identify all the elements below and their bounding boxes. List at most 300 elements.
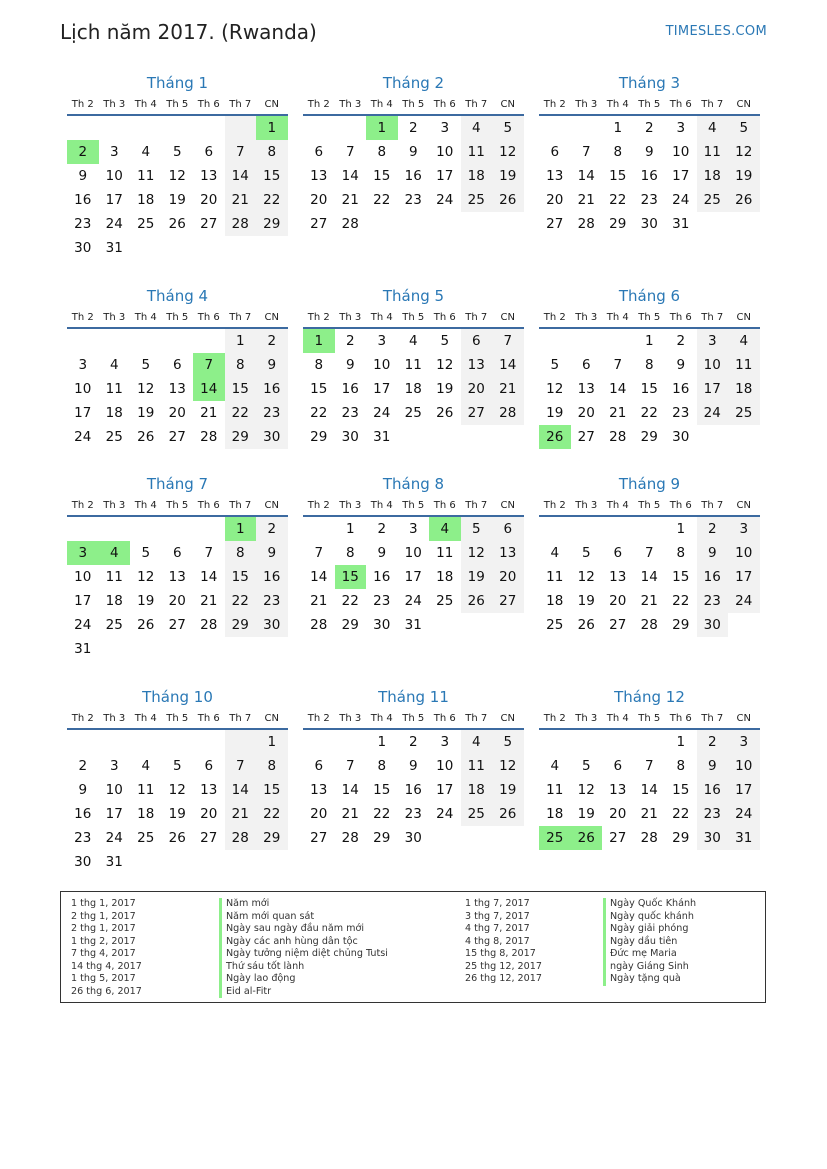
legend-date: 2 thg 1, 2017 <box>71 910 136 922</box>
empty-cell <box>335 730 367 754</box>
weekday-header <box>67 94 288 116</box>
empty-cell <box>697 425 729 449</box>
weekday-label: Th 4 <box>606 713 629 724</box>
day-cell: 1 <box>377 734 387 750</box>
weekday-label: Th 2 <box>543 713 566 724</box>
day-cell: 12 <box>168 168 186 184</box>
day-cell: 15 <box>640 381 658 397</box>
empty-cell <box>571 517 603 541</box>
day-cell: 4 <box>461 730 493 754</box>
day-cell: 4 <box>697 116 729 140</box>
day-cell: 12 <box>492 140 524 164</box>
weekday-label: Th 4 <box>134 713 157 724</box>
day-cell: 17 <box>436 782 454 798</box>
day-cell: 13 <box>492 541 524 565</box>
day-cell: 7 <box>345 144 355 160</box>
day-cell: 24 <box>728 802 760 826</box>
day-grid <box>303 329 524 449</box>
weekday-label: Th 7 <box>465 500 488 511</box>
month-block <box>539 686 760 850</box>
weekday-label: Th 4 <box>370 99 393 110</box>
day-cell: 24 <box>404 593 422 609</box>
day-cell: 22 <box>256 188 288 212</box>
empty-cell <box>225 730 257 754</box>
day-cell: 9 <box>256 541 288 565</box>
day-cell: 5 <box>172 758 182 774</box>
day-cell: 20 <box>461 377 493 401</box>
day-cell: 31 <box>74 641 92 657</box>
day-cell: 17 <box>728 778 760 802</box>
day-cell: 26 <box>168 830 186 846</box>
day-cell: 24 <box>436 806 454 822</box>
day-cell: 12 <box>461 541 493 565</box>
weekday-label: Th 6 <box>197 312 220 323</box>
day-cell: 7 <box>314 545 324 561</box>
day-cell: 21 <box>609 405 627 421</box>
weekday-label: Th 3 <box>575 312 598 323</box>
day-cell: 17 <box>436 168 454 184</box>
legend-holiday-name: Năm mới <box>219 898 388 911</box>
weekday-label: Th 7 <box>465 99 488 110</box>
legend-date: 7 thg 4, 2017 <box>71 948 136 959</box>
day-cell: 17 <box>74 405 92 421</box>
day-cell: 2 <box>377 521 387 537</box>
legend-holiday-name: Eid al-Fitr <box>219 986 388 999</box>
day-cell: 5 <box>550 357 560 373</box>
empty-cell <box>728 613 760 637</box>
empty-cell <box>429 425 461 449</box>
day-cell: 15 <box>672 569 690 585</box>
page-title: Lịch năm 2017. (Rwanda) <box>60 20 317 44</box>
day-cell: 12 <box>577 569 595 585</box>
weekday-header <box>539 94 760 116</box>
day-cell: 6 <box>204 144 214 160</box>
day-cell: 27 <box>577 429 595 445</box>
day-cell: 20 <box>577 405 595 421</box>
weekday-label: Th 2 <box>71 99 94 110</box>
day-cell: 30 <box>373 617 391 633</box>
weekday-label: CN <box>500 99 515 110</box>
day-cell: 24 <box>74 617 92 633</box>
day-cell: 19 <box>492 164 524 188</box>
day-cell: 13 <box>609 569 627 585</box>
day-cell: 17 <box>74 593 92 609</box>
empty-cell <box>303 730 335 754</box>
day-cell: 3 <box>109 758 119 774</box>
day-cell: 15 <box>310 381 328 397</box>
legend-holiday-name: Ngày sau ngày đầu năm mới <box>219 923 388 936</box>
day-cell: 9 <box>78 168 88 184</box>
weekday-label: Th 2 <box>307 99 330 110</box>
empty-cell <box>571 730 603 754</box>
day-cell: 24 <box>74 429 92 445</box>
weekday-label: Th 3 <box>339 713 362 724</box>
weekday-label: Th 3 <box>339 312 362 323</box>
weekday-label: Th 4 <box>370 500 393 511</box>
day-cell: 14 <box>310 569 328 585</box>
day-cell: 9 <box>644 144 654 160</box>
weekday-label: Th 6 <box>433 99 456 110</box>
legend-date: 3 thg 7, 2017 <box>465 910 530 922</box>
day-cell: 16 <box>640 168 658 184</box>
day-cell: 28 <box>640 830 658 846</box>
day-cell: 5 <box>492 730 524 754</box>
empty-cell <box>461 613 493 637</box>
day-cell: 14 <box>492 353 524 377</box>
day-cell: 12 <box>728 140 760 164</box>
day-cell: 6 <box>204 758 214 774</box>
empty-cell <box>162 637 194 661</box>
day-cell: 3 <box>67 541 99 565</box>
weekday-label: CN <box>264 500 279 511</box>
day-cell: 15 <box>373 168 391 184</box>
weekday-label: CN <box>736 713 751 724</box>
day-cell: 5 <box>172 144 182 160</box>
month-name: Tháng 11 <box>378 688 449 706</box>
empty-cell <box>303 116 335 140</box>
day-cell: 31 <box>672 216 690 232</box>
empty-cell <box>67 329 99 353</box>
day-cell: 5 <box>492 116 524 140</box>
empty-cell <box>130 517 162 541</box>
weekday-label: Th 2 <box>71 312 94 323</box>
legend-date: 1 thg 5, 2017 <box>71 973 136 984</box>
legend-holiday-name: Thứ sáu tốt lành <box>219 961 388 974</box>
weekday-label: Th 6 <box>197 500 220 511</box>
weekday-label: Th 5 <box>166 713 189 724</box>
empty-cell <box>67 116 99 140</box>
day-cell: 2 <box>676 333 686 349</box>
weekday-header <box>303 495 524 517</box>
weekday-label: Th 3 <box>575 713 598 724</box>
day-cell: 29 <box>256 212 288 236</box>
day-cell: 2 <box>78 758 88 774</box>
day-cell: 2 <box>67 140 99 164</box>
legend-holiday-name: Ngày tưởng niệm diệt chủng Tutsi <box>219 948 388 961</box>
weekday-label: Th 4 <box>370 312 393 323</box>
day-cell: 28 <box>577 216 595 232</box>
day-cell: 6 <box>172 357 182 373</box>
day-cell: 8 <box>377 144 387 160</box>
day-cell: 30 <box>256 425 288 449</box>
day-cell: 20 <box>310 192 328 208</box>
day-cell: 23 <box>697 802 729 826</box>
day-cell: 23 <box>404 192 422 208</box>
empty-cell <box>256 850 288 874</box>
day-cell: 1 <box>225 329 257 353</box>
weekday-label: Th 7 <box>701 500 724 511</box>
empty-cell <box>335 116 367 140</box>
day-cell: 19 <box>577 806 595 822</box>
empty-cell <box>492 425 524 449</box>
empty-cell <box>461 826 493 850</box>
day-cell: 11 <box>105 569 123 585</box>
weekday-label: Th 2 <box>543 312 566 323</box>
empty-cell <box>162 236 194 260</box>
day-grid <box>539 116 760 236</box>
day-cell: 24 <box>105 216 123 232</box>
day-cell: 6 <box>461 329 493 353</box>
empty-cell <box>130 730 162 754</box>
day-cell: 29 <box>256 826 288 850</box>
empty-cell <box>193 116 225 140</box>
day-cell: 16 <box>672 381 690 397</box>
day-cell: 10 <box>436 144 454 160</box>
day-cell: 19 <box>137 593 155 609</box>
day-cell: 18 <box>728 377 760 401</box>
day-cell: 15 <box>335 565 367 589</box>
day-cell: 12 <box>436 357 454 373</box>
day-cell: 8 <box>225 353 257 377</box>
day-cell: 27 <box>168 429 186 445</box>
day-cell: 21 <box>225 188 257 212</box>
empty-cell <box>193 637 225 661</box>
empty-cell <box>602 329 634 353</box>
empty-cell <box>256 637 288 661</box>
holiday-legend <box>60 891 766 1003</box>
day-cell: 17 <box>728 565 760 589</box>
empty-cell <box>634 517 666 541</box>
day-cell: 2 <box>256 517 288 541</box>
day-cell: 19 <box>728 164 760 188</box>
legend-date: 2 thg 1, 2017 <box>71 923 136 934</box>
day-cell: 29 <box>341 617 359 633</box>
weekday-label: Th 6 <box>669 500 692 511</box>
empty-cell <box>571 329 603 353</box>
day-cell: 11 <box>105 381 123 397</box>
empty-cell <box>162 730 194 754</box>
day-cell: 16 <box>404 168 422 184</box>
empty-cell <box>162 329 194 353</box>
day-cell: 23 <box>341 405 359 421</box>
day-cell: 20 <box>200 192 218 208</box>
day-cell: 23 <box>256 589 288 613</box>
day-cell: 1 <box>613 120 623 136</box>
day-cell: 4 <box>99 541 131 565</box>
day-cell: 21 <box>341 192 359 208</box>
day-cell: 10 <box>436 758 454 774</box>
day-cell: 22 <box>225 589 257 613</box>
day-cell: 6 <box>314 758 324 774</box>
day-cell: 4 <box>728 329 760 353</box>
weekday-label: Th 5 <box>402 500 425 511</box>
day-cell: 30 <box>341 429 359 445</box>
day-cell: 11 <box>461 754 493 778</box>
day-cell: 10 <box>105 168 123 184</box>
day-cell: 1 <box>256 730 288 754</box>
weekday-header <box>303 94 524 116</box>
day-cell: 30 <box>256 613 288 637</box>
day-cell: 2 <box>644 120 654 136</box>
month-block <box>303 686 524 850</box>
day-cell: 1 <box>303 329 335 353</box>
day-cell: 21 <box>492 377 524 401</box>
empty-cell <box>539 517 571 541</box>
day-cell: 9 <box>78 782 88 798</box>
day-cell: 4 <box>141 758 151 774</box>
day-cell: 24 <box>436 192 454 208</box>
empty-cell <box>492 613 524 637</box>
month-block <box>303 473 524 637</box>
day-cell: 14 <box>200 569 218 585</box>
day-cell: 1 <box>676 521 686 537</box>
day-cell: 21 <box>640 593 658 609</box>
day-cell: 22 <box>609 192 627 208</box>
legend-holiday-name: Ngày quốc khánh <box>603 911 696 924</box>
day-cell: 9 <box>676 357 686 373</box>
day-cell: 30 <box>74 240 92 256</box>
empty-cell <box>67 730 99 754</box>
day-cell: 31 <box>373 429 391 445</box>
day-cell: 16 <box>256 377 288 401</box>
empty-cell <box>162 517 194 541</box>
month-name: Tháng 7 <box>146 475 209 493</box>
day-cell: 18 <box>436 569 454 585</box>
weekday-label: Th 7 <box>229 500 252 511</box>
day-cell: 15 <box>256 778 288 802</box>
day-cell: 15 <box>256 164 288 188</box>
day-cell: 21 <box>200 593 218 609</box>
weekday-label: Th 3 <box>339 99 362 110</box>
day-cell: 28 <box>200 429 218 445</box>
day-cell: 12 <box>546 381 564 397</box>
day-cell: 16 <box>373 569 391 585</box>
empty-cell <box>193 730 225 754</box>
empty-cell <box>225 850 257 874</box>
day-cell: 5 <box>141 357 151 373</box>
day-cell: 14 <box>609 381 627 397</box>
site-link[interactable]: TIMESLES.COM <box>665 24 767 39</box>
day-cell: 1 <box>676 734 686 750</box>
legend-date: 1 thg 1, 2017 <box>71 898 136 909</box>
day-cell: 3 <box>440 734 450 750</box>
legend-date: 25 thg 12, 2017 <box>465 960 542 972</box>
weekday-label: Th 2 <box>307 312 330 323</box>
day-cell: 25 <box>137 216 155 232</box>
weekday-label: Th 5 <box>166 312 189 323</box>
weekday-label: CN <box>736 99 751 110</box>
day-cell: 9 <box>697 541 729 565</box>
day-cell: 28 <box>341 830 359 846</box>
empty-cell <box>130 329 162 353</box>
weekday-label: CN <box>264 713 279 724</box>
day-cell: 27 <box>546 216 564 232</box>
weekday-label: Th 5 <box>402 312 425 323</box>
day-cell: 13 <box>577 381 595 397</box>
empty-cell <box>429 613 461 637</box>
weekday-label: Th 2 <box>307 500 330 511</box>
day-cell: 9 <box>697 754 729 778</box>
day-cell: 10 <box>74 381 92 397</box>
month-name: Tháng 6 <box>618 287 681 305</box>
day-cell: 18 <box>105 593 123 609</box>
day-cell: 14 <box>225 164 257 188</box>
legend-date: 1 thg 2, 2017 <box>71 935 136 947</box>
day-cell: 9 <box>256 353 288 377</box>
day-cell: 25 <box>697 188 729 212</box>
day-cell: 12 <box>137 569 155 585</box>
weekday-label: Th 5 <box>166 500 189 511</box>
month-name: Tháng 4 <box>146 287 209 305</box>
day-cell: 5 <box>581 545 591 561</box>
weekday-label: Th 5 <box>638 312 661 323</box>
day-cell: 19 <box>492 778 524 802</box>
day-cell: 7 <box>193 353 225 377</box>
day-cell: 22 <box>225 401 257 425</box>
day-cell: 17 <box>373 381 391 397</box>
month-block <box>67 473 288 661</box>
day-cell: 26 <box>492 188 524 212</box>
day-cell: 24 <box>672 192 690 208</box>
weekday-label: Th 3 <box>575 99 598 110</box>
weekday-header <box>67 307 288 329</box>
day-cell: 8 <box>256 140 288 164</box>
weekday-label: Th 6 <box>197 99 220 110</box>
day-cell: 21 <box>640 806 658 822</box>
day-cell: 4 <box>141 144 151 160</box>
day-cell: 9 <box>408 144 418 160</box>
day-cell: 2 <box>256 329 288 353</box>
legend-holiday-name: Năm mới quan sát <box>219 911 388 924</box>
day-cell: 8 <box>314 357 324 373</box>
day-cell: 13 <box>310 168 328 184</box>
day-cell: 8 <box>256 754 288 778</box>
day-cell: 19 <box>577 593 595 609</box>
day-cell: 2 <box>697 730 729 754</box>
legend-holiday-name: Ngày lao động <box>219 973 388 986</box>
day-cell: 22 <box>672 593 690 609</box>
legend-date: 14 thg 4, 2017 <box>71 960 142 972</box>
day-cell: 22 <box>373 192 391 208</box>
day-cell: 9 <box>345 357 355 373</box>
day-grid <box>539 329 760 449</box>
day-cell: 10 <box>105 782 123 798</box>
day-cell: 6 <box>613 758 623 774</box>
day-cell: 22 <box>640 405 658 421</box>
day-grid <box>67 517 288 661</box>
day-cell: 22 <box>256 802 288 826</box>
day-cell: 27 <box>168 617 186 633</box>
weekday-label: CN <box>500 500 515 511</box>
day-cell: 15 <box>672 782 690 798</box>
month-name: Tháng 3 <box>618 74 681 92</box>
day-cell: 26 <box>137 429 155 445</box>
day-cell: 31 <box>105 240 123 256</box>
empty-cell <box>162 116 194 140</box>
weekday-label: Th 2 <box>71 713 94 724</box>
day-cell: 28 <box>609 429 627 445</box>
month-name: Tháng 8 <box>382 475 445 493</box>
day-cell: 3 <box>408 521 418 537</box>
day-cell: 30 <box>697 826 729 850</box>
day-cell: 23 <box>697 589 729 613</box>
day-cell: 27 <box>461 401 493 425</box>
day-cell: 20 <box>168 405 186 421</box>
day-cell: 19 <box>168 806 186 822</box>
day-cell: 4 <box>461 116 493 140</box>
month-block <box>303 285 524 449</box>
weekday-label: Th 6 <box>433 312 456 323</box>
empty-cell <box>461 425 493 449</box>
day-grid <box>539 730 760 850</box>
day-cell: 2 <box>697 517 729 541</box>
day-cell: 18 <box>105 405 123 421</box>
day-cell: 26 <box>539 425 571 449</box>
day-grid <box>67 116 288 260</box>
day-cell: 13 <box>609 782 627 798</box>
weekday-header <box>303 708 524 730</box>
weekday-label: Th 3 <box>339 500 362 511</box>
